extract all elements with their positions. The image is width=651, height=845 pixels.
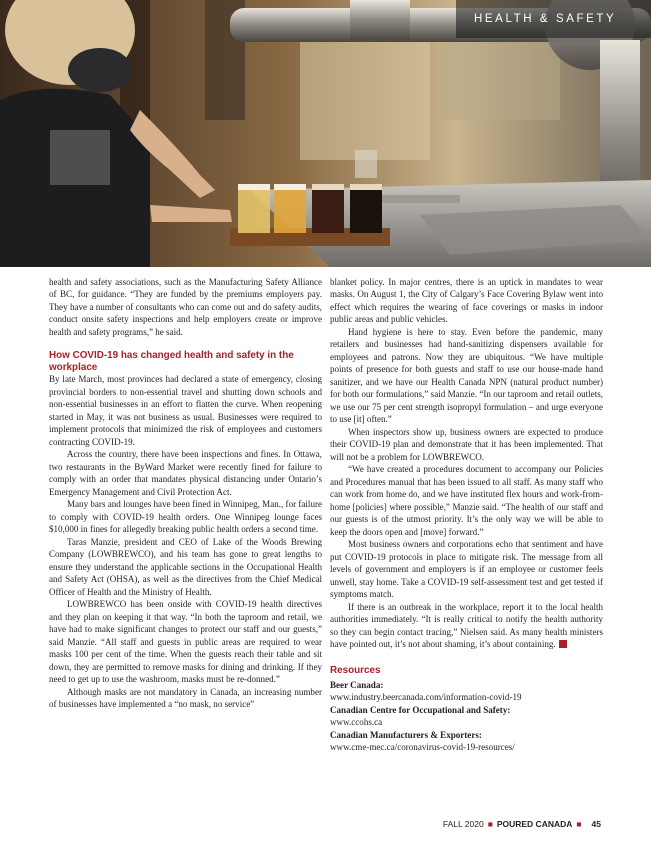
resource-link[interactable]: www.ccohs.ca	[330, 717, 383, 728]
left-column	[49, 276, 322, 711]
section-heading: How COVID-19 has changed health and safety in the workplace	[49, 350, 294, 373]
paragraph: Although masks are not mandatory in Canada, an increasing number of businesses have implemented a “no mask, no service”	[49, 686, 322, 710]
paragraph: Most business owners and corporations echo that sentiment and have put COVID-19 protocols in place to mitigate risk. The message from all levels of government and employers is if an employee or customer feels unwell, stay home. Take a COVID-19 self-assessment test and get tested if symptoms match.	[330, 539, 603, 600]
separator-icon: ■	[487, 819, 493, 829]
paragraph: blanket policy. In major centres, there is an uptick in mandates to wear masks. On August 1, the City of Calgary’s Face Covering Bylaw went into effect which requires the wearing of face coverings or masks in indoor public areas and public vehicles.	[330, 277, 603, 325]
paragraph: Taras Manzie, president and CEO of Lake of the Woods Brewing Company (LOWBREWCO), and his team has gone to great lengths to ensure they understand the applicable sections in the Occupational Health and Safety Act (OHSA), as well as the directives from the Chief Medical Officer of Health and the Ministry of Health.	[49, 536, 322, 597]
section-tag: HEALTH & SAFETY	[456, 0, 651, 38]
resource-link[interactable]: www.industry.beercanada.com/information-covid-19	[330, 692, 522, 703]
paragraph-last	[330, 601, 603, 651]
paragraph: Many bars and lounges have been fined in Winnipeg, Man., for failure to comply with COVID-19 health orders. One Winnipeg lounge faces $10,000 in fines for allegedly breaking public health orders a second time.	[49, 499, 322, 535]
separator-icon: ■	[576, 819, 582, 829]
brewery-taproom-image	[0, 0, 651, 267]
right-column	[330, 276, 603, 754]
issue-label: FALL 2020	[442, 819, 484, 829]
paragraph: health and safety associations, such as the Manufacturing Safety Alliance of BC, for guidance. “They are funded by the premiums employers pay. They have a number of consultants who can come out and do safety audits, conduct onsite safety inspections and help employers create or improve health and safety programs,” he said.	[49, 277, 322, 337]
resource-name: Canadian Centre for Occupational and Safety:	[330, 704, 511, 715]
paragraph: When inspectors show up, business owners are expected to produce their COVID-19 plan and demonstrate that it has been implemented. That will not be a problem for LOWBREWCO.	[330, 426, 603, 462]
paragraph: LOWBREWCO has been onside with COVID-19 health directives and they plan on keeping it that way. “In both the taproom and retail, we have had to make significant changes to protect our staff and our guests,” said Manzie. “All staff and guests in public areas are required to wear masks 100 per cent of the time. When the guests reach their table and sit down, they are permitted to remove masks for dining and drinking. If they need to get up to use the washroom, masks must be re-donned.”	[49, 599, 322, 685]
end-mark-icon	[559, 640, 567, 648]
hero-photo	[0, 0, 651, 267]
paragraph: Hand hygiene is here to stay. Even before the pandemic, many retailers and businesses had hand-sanitizing dispensers available for employees and patrons. Now they are ubiquitous. “We have multiple points of presence for both guests and staff to use our house-made hand sanitizer, and we have our Health Canada NPN (natural product number) for both our formulations,” said Manzie. “In our taproom and retail outlets, we use our 75 per cent strength isopropyl formulation – and urge everyone to use [it] often.”	[330, 326, 603, 425]
resources-heading: Resources	[330, 664, 381, 676]
resource-link[interactable]: www.cme-mec.ca/coronavirus-covid-19-resources/	[330, 742, 515, 753]
resource-name: Beer Canada:	[330, 679, 384, 690]
page-footer	[443, 819, 601, 829]
paragraph: By late March, most provinces had declared a state of emergency, closing provincial borders to non-essential travel and shutting down schools and non-essential businesses in an effort to flatten the curve. When reopening started in May, it was not business as usual. Businesses were required to implement protocols that minimized the risk of employees and customers contracting COVID-19.	[49, 374, 322, 447]
page-number: 45	[591, 819, 601, 829]
resource-name: Canadian Manufacturers & Exporters:	[330, 729, 482, 740]
publication-name: POURED CANADA	[496, 819, 573, 829]
paragraph: “We have created a procedures document to accompany our Policies and Procedures manual that has been issued to all staff. As many staff who can work from home do, and we have instituted flex hours and work-from-home [policies] where possible,” Manzie said. “The health of our staff and our guests is of the utmost priority. It’s the only way we will be able to keep the doors open and [move] forward.”	[330, 464, 603, 537]
paragraph: Across the country, there have been inspections and fines. In Ottawa, two restaurants in the ByWard Market were recently fined for failure to comply with an order that mandates physical distancing under Ontario’s Emergency Management and Civil Protection Act.	[49, 449, 322, 497]
resources-list	[330, 679, 603, 754]
paragraph-text: If there is an outbreak in the workplace, report it to the local health authorities immediately. “It is really critical to notify the health authority so they can begin contact tracing,” Nielsen said. As many health ministers have pointed out, it’s not about shaming, it’s about containing.	[330, 601, 603, 650]
